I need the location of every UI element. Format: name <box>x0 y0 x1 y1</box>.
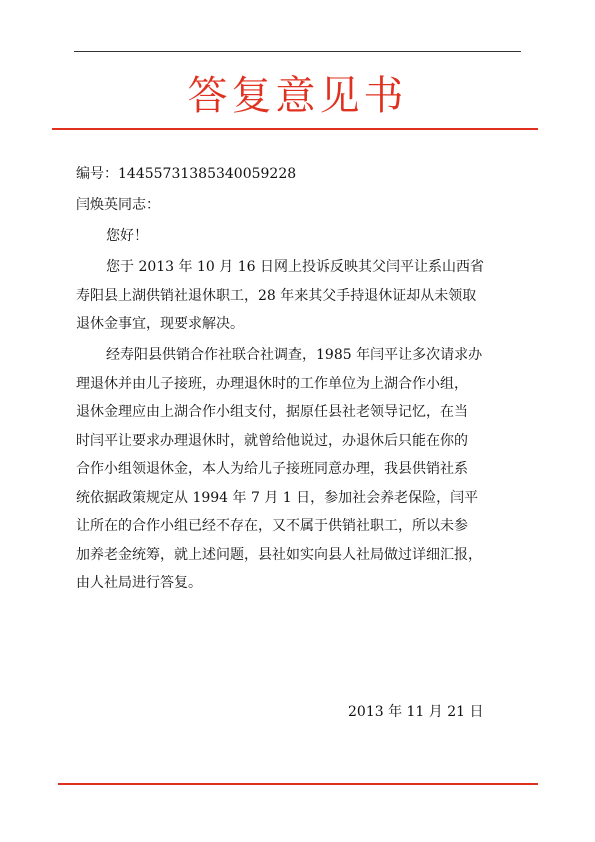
paragraph-line: 退休金理应由上湖合作小组支付，据原任县社老领导记忆，在当 <box>76 404 468 420</box>
paragraph-line: 加养老金统筹，就上述问题，县社如实向县人社局做过详细汇报， <box>76 546 482 563</box>
paragraph-investigation <box>76 341 521 598</box>
paragraph-line: 经寿阳县供销合作社联合社调查，1985 年闫平让多次请求办 <box>106 347 483 363</box>
salutation: 闫焕英同志： <box>76 197 160 213</box>
paragraph-line: 退休金事宜，现要求解决。 <box>76 316 244 332</box>
paragraph-line: 理退休并由儿子接班，办理退休时的工作单位为上湖合作小组， <box>76 375 468 392</box>
paragraph-line: 统依据政策规定从 1994 年 7 月 1 日，参加社会养老保险，闫平 <box>76 489 479 506</box>
paragraph-line: 让所在的合作小组已经不存在，又不属于供销社职工，所以未参 <box>76 518 468 534</box>
greeting: 您好！ <box>106 228 148 244</box>
paragraph-line: 时闫平让要求办理退休时，就曾给他说过，办退休后只能在你的 <box>76 432 468 449</box>
serial-number: 编号：14455731385340059228 <box>76 166 297 182</box>
header-top-rule <box>74 51 521 52</box>
title-red-rule <box>52 128 538 130</box>
paragraph-line: 合作小组领退休金，本人为给儿子接班同意办理，我县供销社系 <box>76 461 468 477</box>
paragraph-complaint <box>76 253 521 339</box>
paragraph-line: 由人社局进行答复。 <box>76 575 202 591</box>
footer-red-rule <box>58 783 538 785</box>
document-title: 答复意见书 <box>187 73 408 119</box>
document-date: 2013 年 11 月 21 日 <box>348 704 484 720</box>
paragraph-line: 寿阳县上湖供销社退休职工，28 年来其父手持退休证却从未领取 <box>76 287 477 304</box>
paragraph-line: 您于 2013 年 10 月 16 日网上投诉反映其父闫平让系山西省 <box>106 259 484 275</box>
